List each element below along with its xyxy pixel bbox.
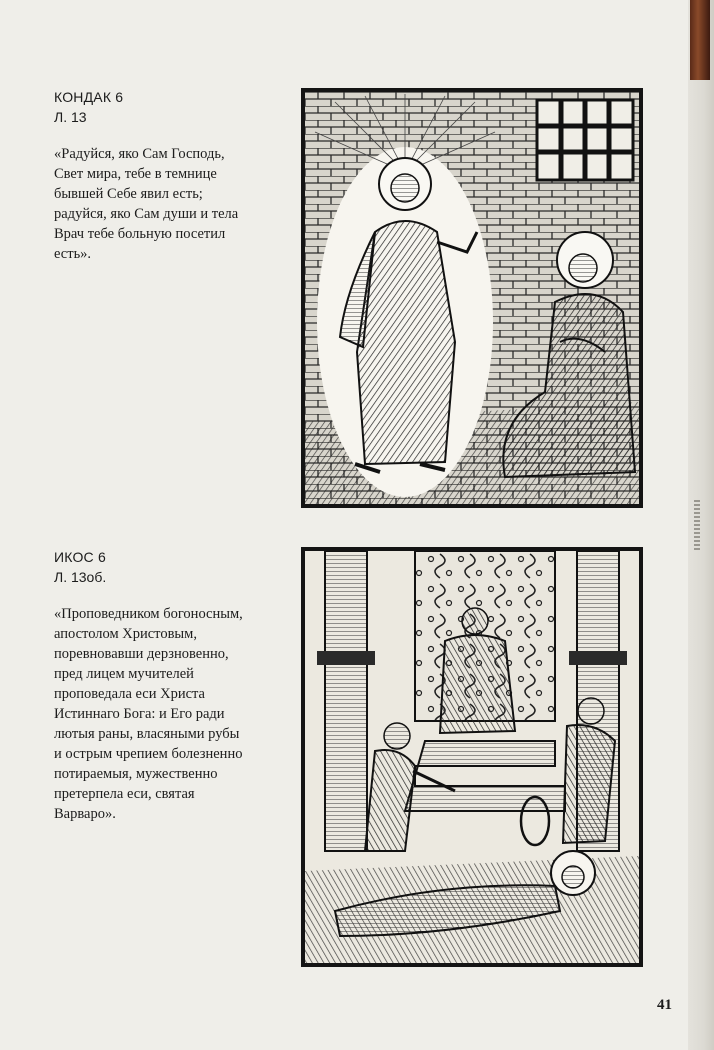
kondak-quote: «Радуйся, яко Сам Господь, Свет мира, тебе в темнице бывшей Себе явил есть; радуйся, яко Сам души и тела Врач тебе больную посетил есть».	[54, 146, 239, 262]
page-edge	[688, 0, 714, 1050]
page-number: 41	[657, 997, 672, 1013]
kondak-heading: КОНДАК 6	[54, 89, 124, 105]
martyrdom-before-throne-woodcut-icon	[305, 551, 639, 963]
kondak-woodcut-illustration	[301, 88, 643, 508]
ikos-quote: «Проповедником богоносным, апостолом Христовым, поревновавши дерзновенно, пред лицем мучителей проповедала еси Христа Истиннаго Бога: и Его ради лютыя раны, власяными рубы и острым чрепием болезненно потираемыя, мужественно претерпела еси, святая Варваро».	[54, 606, 243, 822]
kondak-reference: Л. 13	[54, 109, 87, 125]
ikos-reference: Л. 13об.	[54, 569, 107, 585]
ikos-woodcut-illustration	[301, 547, 643, 967]
book-spine-strip	[690, 0, 710, 80]
ikos-heading: ИКОС 6	[54, 549, 106, 565]
christ-visits-prisoner-woodcut-icon	[305, 92, 639, 504]
page-edge-mark	[694, 500, 700, 552]
